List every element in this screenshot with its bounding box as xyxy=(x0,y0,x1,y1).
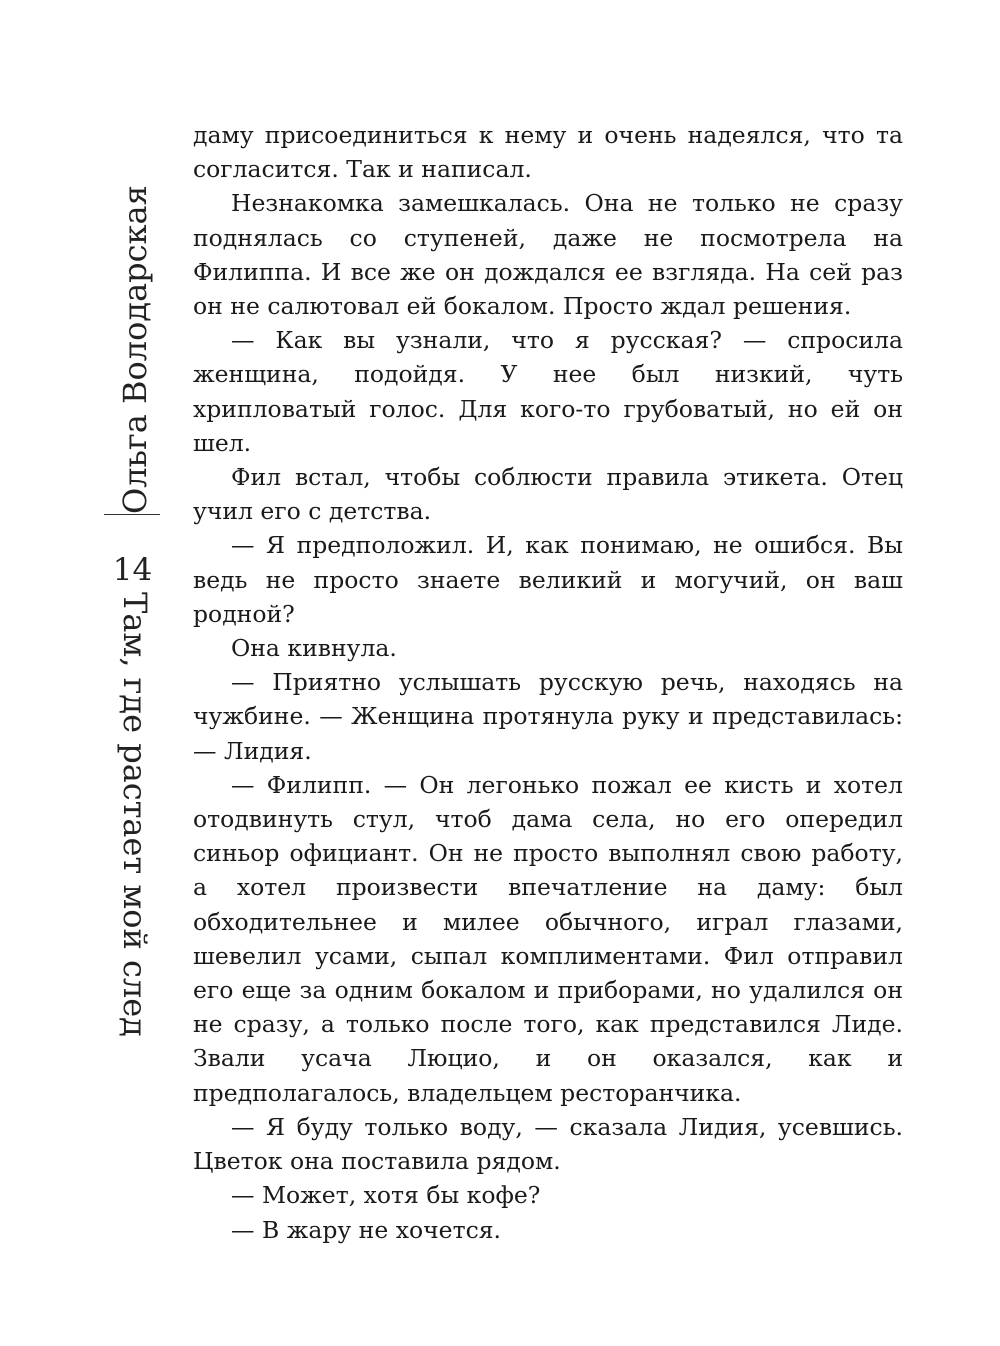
header-divider-rule xyxy=(104,514,160,515)
paragraph: — Как вы узнали, что я русская? — спросила женщина, подойдя. У нее был низкий, чуть хрипловатый голос. Для кого-то грубоватый, но ей он шел. xyxy=(193,326,903,457)
paragraph: — Я предположил. И, как понимаю, не ошибся. Вы ведь не просто знаете великий и могучий, он ваш родной? xyxy=(193,531,903,628)
paragraph: Незнакомка замешкалась. Она не только не сразу поднялась со ступеней, даже не посмотрела на Филиппа. И все же он дождался ее взгляда. На сей раз он не салютовал ей бокалом. Просто ждал решения. xyxy=(193,189,903,321)
body-text xyxy=(193,118,903,1247)
paragraph: — Я буду только воду, — сказала Лидия, усевшись. Цветок она поставила рядом. xyxy=(193,1112,903,1176)
paragraph: — Может, хотя бы кофе? xyxy=(231,1181,541,1210)
page-number: 14 xyxy=(112,552,153,588)
paragraph: Она кивнула. xyxy=(231,634,397,663)
paragraph: даму присоединиться к нему и очень надеялся, что та согласится. Так и написал. xyxy=(193,121,903,184)
running-header-book-title: Там, где растает мой след xyxy=(116,592,154,1037)
paragraph: — В жару не хочется. xyxy=(231,1215,502,1244)
paragraph: — Приятно услышать русскую речь, находясь на чужбине. — Женщина протянула руку и представилась: — Лидия. xyxy=(193,668,903,765)
paragraph: — Филипп. — Он легонько пожал ее кисть и хотел отодвинуть стул, чтоб дама села, но его опередил синьор официант. Он не просто выполнял свою работу, а хотел произвести впечатление на даму: был обходительнее и милее обычного, играл глазами, шевелил усами, сыпал комплиментами. Фил отправил его еще за одним бокалом и приборами, но удалился он не сразу, а только после того, как представился Лиде. Звали усача Люцио, и он оказался, как и предполагалось, владельцем ресторанчика. xyxy=(193,770,903,1107)
paragraph: Фил встал, чтобы соблюсти правила этикета. Отец учил его с детства. xyxy=(193,463,903,526)
running-header-author: Ольга Володарская xyxy=(116,185,154,515)
